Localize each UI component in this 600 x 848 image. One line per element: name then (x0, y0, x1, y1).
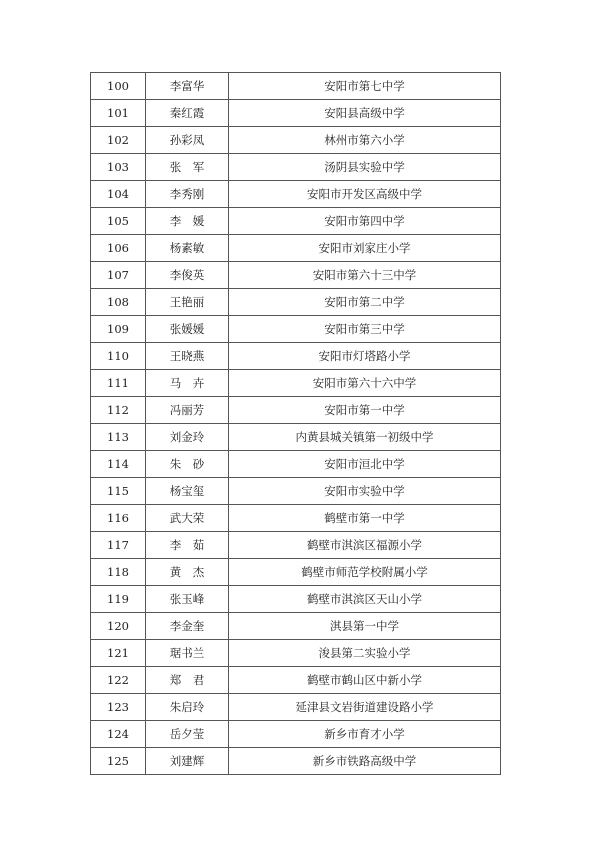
row-number: 105 (91, 208, 146, 235)
table-row (91, 667, 501, 694)
school-name: 安阳市第二中学 (229, 289, 501, 316)
person-name: 李金奎 (146, 613, 229, 640)
row-number: 109 (91, 316, 146, 343)
school-name: 安阳市灯塔路小学 (229, 343, 501, 370)
row-number: 101 (91, 100, 146, 127)
table-row (91, 424, 501, 451)
school-name: 新乡市育才小学 (229, 721, 501, 748)
row-number: 123 (91, 694, 146, 721)
row-number: 102 (91, 127, 146, 154)
row-number: 104 (91, 181, 146, 208)
person-name: 王艳丽 (146, 289, 229, 316)
person-name: 李 媛 (146, 208, 229, 235)
school-name: 安阳市第六十六中学 (229, 370, 501, 397)
person-name: 张 军 (146, 154, 229, 181)
school-name: 安阳市刘家庄小学 (229, 235, 501, 262)
school-name: 内黄县城关镇第一初级中学 (229, 424, 501, 451)
table-row (91, 451, 501, 478)
table-row (91, 586, 501, 613)
person-name: 朱 砂 (146, 451, 229, 478)
person-name: 岳夕莹 (146, 721, 229, 748)
school-name: 安阳市第四中学 (229, 208, 501, 235)
row-number: 108 (91, 289, 146, 316)
table-row (91, 154, 501, 181)
person-name: 刘金玲 (146, 424, 229, 451)
person-name: 杨宝玺 (146, 478, 229, 505)
table-row (91, 478, 501, 505)
table-row (91, 748, 501, 775)
table-row (91, 505, 501, 532)
table-row (91, 397, 501, 424)
row-number: 103 (91, 154, 146, 181)
table-row (91, 343, 501, 370)
table-row (91, 73, 501, 100)
row-number: 116 (91, 505, 146, 532)
row-number: 114 (91, 451, 146, 478)
school-name: 安阳市第三中学 (229, 316, 501, 343)
table-row (91, 370, 501, 397)
school-name: 汤阴县实验中学 (229, 154, 501, 181)
person-name: 郑 君 (146, 667, 229, 694)
row-number: 100 (91, 73, 146, 100)
table-row (91, 262, 501, 289)
table-row (91, 181, 501, 208)
school-name: 安阳市开发区高级中学 (229, 181, 501, 208)
person-name: 冯丽芳 (146, 397, 229, 424)
roster-body (91, 73, 501, 775)
school-name: 鹤壁市第一中学 (229, 505, 501, 532)
school-name: 鹤壁市师范学校附属小学 (229, 559, 501, 586)
person-name: 李 茹 (146, 532, 229, 559)
person-name: 马 卉 (146, 370, 229, 397)
person-name: 孙彩凤 (146, 127, 229, 154)
table-row (91, 532, 501, 559)
school-name: 林州市第六小学 (229, 127, 501, 154)
table-row (91, 694, 501, 721)
row-number: 125 (91, 748, 146, 775)
person-name: 朱启玲 (146, 694, 229, 721)
person-name: 李俊英 (146, 262, 229, 289)
table-row (91, 613, 501, 640)
row-number: 121 (91, 640, 146, 667)
school-name: 安阳市第六十三中学 (229, 262, 501, 289)
table-row (91, 721, 501, 748)
school-name: 安阳市洹北中学 (229, 451, 501, 478)
roster-table (90, 72, 501, 775)
person-name: 武大荣 (146, 505, 229, 532)
table-row (91, 316, 501, 343)
school-name: 淇县第一中学 (229, 613, 501, 640)
row-number: 112 (91, 397, 146, 424)
row-number: 107 (91, 262, 146, 289)
school-name: 鹤壁市淇滨区福源小学 (229, 532, 501, 559)
person-name: 秦红霞 (146, 100, 229, 127)
row-number: 115 (91, 478, 146, 505)
person-name: 王晓燕 (146, 343, 229, 370)
person-name: 刘建辉 (146, 748, 229, 775)
row-number: 113 (91, 424, 146, 451)
school-name: 鹤壁市淇滨区天山小学 (229, 586, 501, 613)
row-number: 120 (91, 613, 146, 640)
row-number: 117 (91, 532, 146, 559)
person-name: 琚书兰 (146, 640, 229, 667)
row-number: 119 (91, 586, 146, 613)
school-name: 浚县第二实验小学 (229, 640, 501, 667)
school-name: 延津县文岩街道建设路小学 (229, 694, 501, 721)
person-name: 黄 杰 (146, 559, 229, 586)
table-row (91, 235, 501, 262)
row-number: 118 (91, 559, 146, 586)
table-row (91, 640, 501, 667)
row-number: 124 (91, 721, 146, 748)
person-name: 张媛媛 (146, 316, 229, 343)
person-name: 李富华 (146, 73, 229, 100)
row-number: 110 (91, 343, 146, 370)
school-name: 鹤壁市鹤山区中新小学 (229, 667, 501, 694)
school-name: 新乡市铁路高级中学 (229, 748, 501, 775)
person-name: 杨素敏 (146, 235, 229, 262)
row-number: 111 (91, 370, 146, 397)
table-row (91, 289, 501, 316)
school-name: 安阳市第一中学 (229, 397, 501, 424)
table-row (91, 127, 501, 154)
table-row (91, 208, 501, 235)
row-number: 122 (91, 667, 146, 694)
row-number: 106 (91, 235, 146, 262)
school-name: 安阳市第七中学 (229, 73, 501, 100)
table-row (91, 100, 501, 127)
school-name: 安阳县高级中学 (229, 100, 501, 127)
person-name: 李秀刚 (146, 181, 229, 208)
table-row (91, 559, 501, 586)
school-name: 安阳市实验中学 (229, 478, 501, 505)
person-name: 张玉峰 (146, 586, 229, 613)
